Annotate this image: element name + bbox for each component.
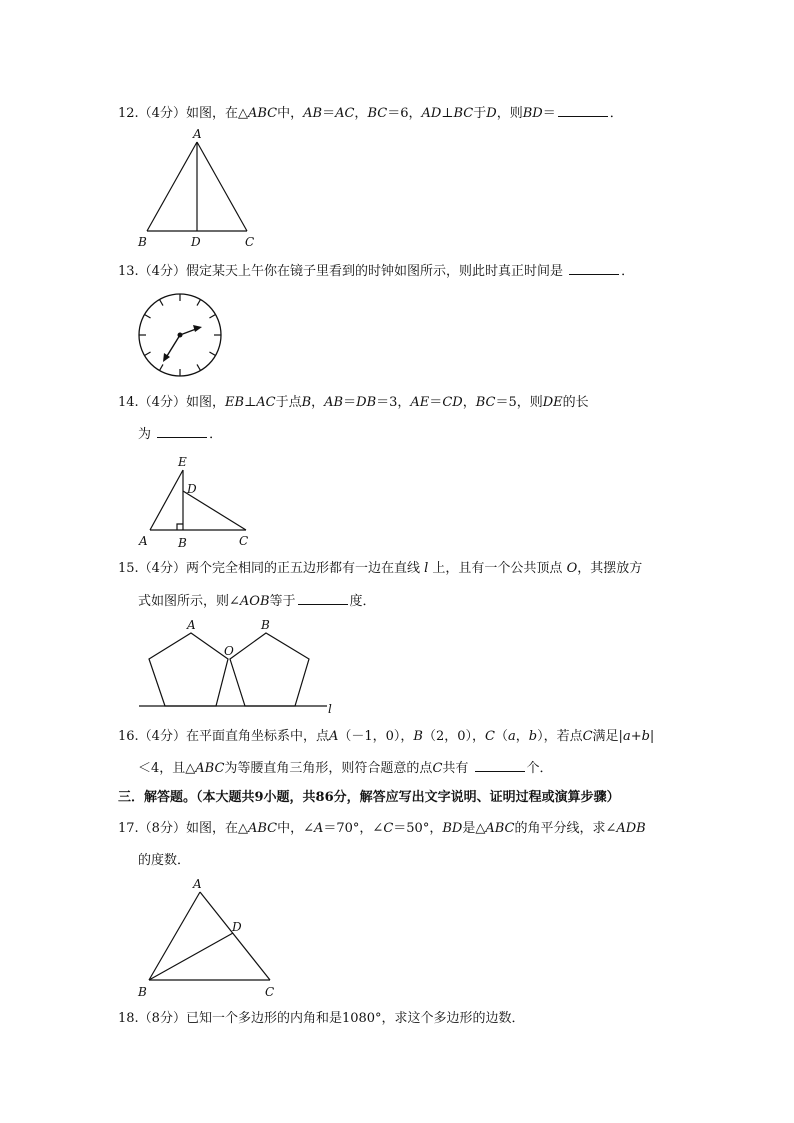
svg-text:C: C	[239, 534, 249, 548]
q17-text-2: 的度数．	[138, 853, 191, 868]
q14-figure	[136, 455, 254, 550]
svg-text:A: A	[139, 534, 148, 548]
q17-figure	[135, 876, 280, 1001]
label-c: C	[245, 235, 255, 249]
q18-text: 18.（8分）已知一个多边形的内角和是1080°，求这个多边形的边数．	[118, 1011, 525, 1026]
q13-text: 13.（4分）假定某天上午你在镜子里看到的时钟如图所示，则此时真正时间是 ．	[118, 264, 635, 279]
answer-blank[interactable]	[298, 592, 348, 605]
answer-blank[interactable]	[475, 759, 525, 772]
clock-tick	[144, 315, 150, 319]
q14-text-1: 14.（4分）如图，EB⊥AC于点B，AB＝DB＝3，AE＝CD，BC＝5，则DE的长	[118, 395, 589, 410]
q15-figure	[135, 617, 340, 717]
svg-text:A: A	[187, 618, 196, 632]
clock-tick	[209, 315, 215, 319]
label-b: B	[138, 235, 147, 249]
q12-figure	[135, 128, 265, 253]
q14-text-2: 为 ．	[138, 427, 223, 442]
q15-text-1: 15.（4分）两个完全相同的正五边形都有一边在直线 l 上，且有一个公共顶点 O，其摆放方	[118, 561, 643, 576]
section-heading: 三．解答题。（本大题共9小题，共86分，解答应写出文字说明、证明过程或演算步骤）	[118, 790, 620, 805]
svg-text:A: A	[193, 877, 202, 891]
q16-text-1: 16.（4分）在平面直角坐标系中，点A（－1，0），B（2，0），C（a，b），若点C满足|a+b|	[118, 729, 655, 744]
clock-tick	[144, 352, 150, 356]
answer-blank[interactable]	[569, 262, 619, 275]
clock-tick	[160, 299, 164, 305]
answer-blank[interactable]	[157, 425, 207, 438]
clock-tick	[197, 299, 201, 305]
svg-text:B: B	[138, 985, 147, 999]
answer-blank[interactable]	[558, 104, 608, 117]
label-a: A	[193, 127, 202, 141]
svg-text:C: C	[265, 985, 275, 999]
clock-tick	[197, 364, 201, 370]
svg-text:l: l	[328, 702, 332, 716]
label-d: D	[191, 235, 201, 249]
svg-text:D: D	[232, 920, 242, 934]
clock-tick	[209, 352, 215, 356]
q12-text: 12.（4分）如图，在△ABC中，AB＝AC，BC＝6，AD⊥BC于D，则BD＝ ．	[118, 106, 623, 121]
clock-figure	[138, 293, 226, 381]
svg-text:O: O	[224, 644, 234, 658]
q17-text-1: 17.（8分）如图，在△ABC中，∠A＝70°，∠C＝50°，BD是△ABC的角平分线，求∠ADB	[118, 821, 646, 836]
svg-text:D: D	[187, 482, 197, 496]
svg-text:B: B	[261, 618, 270, 632]
q16-text-2: ＜4，且△ABC为等腰直角三角形，则符合题意的点C共有 个．	[138, 761, 553, 776]
svg-text:B: B	[178, 536, 187, 550]
q15-text-2: 式如图所示，则∠AOB等于 度．	[138, 594, 376, 609]
clock-tick	[160, 364, 164, 370]
svg-text:E: E	[178, 455, 187, 469]
